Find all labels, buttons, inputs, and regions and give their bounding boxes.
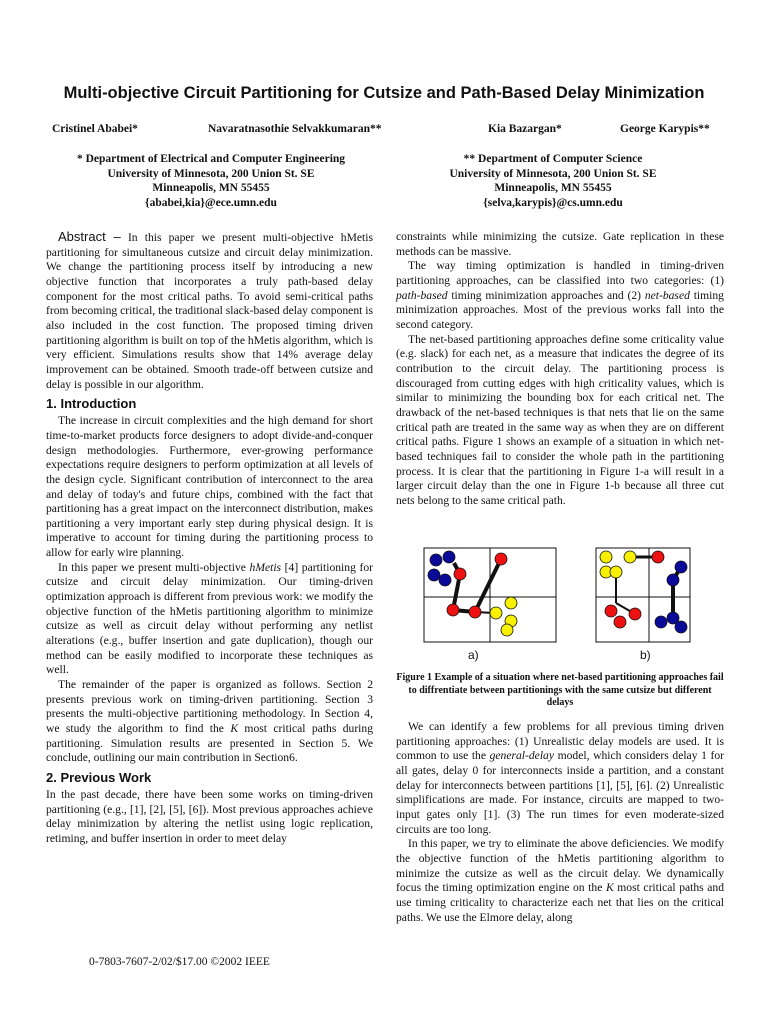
red-node (614, 616, 626, 628)
yellow-node (501, 624, 513, 636)
affiliation-univ: University of Minnesota, 200 Union St. SE (107, 167, 315, 180)
blue-node (675, 621, 687, 633)
paper-title: Multi-objective Circuit Partitioning for Cutsize and Path-Based Delay Minimization (63, 84, 705, 102)
text-run-italic: hMetis (249, 560, 282, 574)
blue-node (667, 574, 679, 586)
blue-node (655, 616, 667, 628)
author-3: Kia Bazargan* (488, 123, 562, 135)
author-2: Navaratnasothie Selvakkumaran** (208, 123, 382, 135)
affiliation-dept: * Department of Electrical and Computer Engineering (76, 153, 346, 165)
right-column-top (396, 230, 724, 508)
red-node (447, 604, 459, 616)
abstract-text: In this paper we present multi-objective hMetis partitioning for simultaneous cutsize and circuit delay minimization. We change the partitioning process itself by introducing a new objective function that incorporates a truly path-based delay component for the most critical paths. To avoid semi-critical paths from becoming critical, the traditional slack-based delay component is also included in the cost function. The proposed timing driven partitioning algorithm is built on top of the hMetis algorithm, which is very efficient. Simulations results show that 14% average delay improvement can be obtained. Smooth trade-off between cutsize and delay is possible in our algorithm. (46, 231, 373, 391)
affiliation-dept: ** Department of Computer Science (463, 153, 643, 165)
affiliation-univ: University of Minnesota, 200 Union St. SE (449, 167, 657, 180)
abstract-paragraph (46, 230, 373, 392)
right-paragraph-4 (396, 720, 724, 837)
text-run: timing minimization approaches. Most of the previous works fall into the second category. (396, 288, 724, 331)
section-heading-introduction: 1. Introduction (46, 396, 137, 412)
right-paragraph-5 (396, 837, 724, 925)
figure-label-b: b) (640, 648, 651, 662)
figure-1-diagram (396, 540, 724, 670)
right-paragraph-1: constraints while minimizing the cutsize. Gate replication in these methods can be massive. (396, 230, 724, 258)
affiliation-ece (46, 152, 376, 210)
affiliation-city: Minneapolis, MN 55455 (152, 182, 270, 194)
red-node (652, 551, 664, 563)
critical-path-line (453, 559, 501, 612)
right-column-bottom (396, 720, 724, 925)
text-run: [4] partitioning for cutsize and circuit delay minimization. Our timing-driven optimization approach is different from previous work: we modify the objective function of the hMetis partitioning algorithm to minimize cutsize as well as circuit delay without performing any netlist alterations (e.g., buffer insertion and gate duplication), though our method can be easily modified to incorporate these techniques as well. (46, 560, 373, 677)
figure-1a-partition (424, 548, 556, 642)
text-run: In this paper we present multi-objective (58, 560, 246, 574)
text-run: model, which considers delay 1 for all gates, delay 0 for interconnects inside a partition, and a constant delay for interconnects between partitions [1], [5], [6]. (2) Unrealistic simplifications are made. For instance, circuits are mapped to two-input gates only [1]. (3) The run times for even moderate-sized circuits are too long. (396, 749, 725, 836)
text-run: We can identify a few problems for all previous timing driven partitioning approaches: (1) Unrealistic delay models are used. It is common to use the (396, 720, 724, 763)
red-node (605, 605, 617, 617)
text-run-italic: net-based (644, 288, 690, 302)
partition-cell (490, 597, 556, 642)
abstract-label: Abstract – (58, 229, 121, 244)
blue-node (428, 569, 440, 581)
intro-paragraph-2 (46, 561, 373, 678)
yellow-node (624, 551, 636, 563)
previous-work-paragraph: In the past decade, there have been some works on timing-driven partitioning (e.g., [1], [2], [5], [6]). Most previous approaches achieve delay minimization by altering the netlist using logic replication, retiming, and buffer insertion in order to meet delay (46, 787, 373, 845)
text-run-italic: K (230, 722, 239, 735)
text-run: The way timing optimization is handled in timing-driven partitioning approaches, can be classified into two categories: (1) (396, 259, 724, 287)
figure-1-caption: Figure 1 Example of a situation where net-based partitioning approaches fail to diffrentiate between partitionings with the same cutsize but different delays (396, 672, 724, 708)
blue-node (443, 551, 455, 563)
blue-node (430, 554, 442, 566)
affiliation-email: {ababei,kia}@ece.umn.edu (145, 196, 277, 209)
intro-paragraph-1: The increase in circuit complexities and the high demand for short time-to-market products force designers to adopt divide-and-conquer design methodologies. Furthermore, ever-growing performance expectations require designers to perform optimization at all levels of the design cycle. Significant contribution of interconnect to the area and delay of today's and future chips, combined with the fact that partitioning has a great impact on the interconnect distribution, makes partitioning a very important early step during physical design. It is imperative to account for timing during the partitioning process to allow for early wire planning. (46, 414, 373, 560)
section-heading-previous-work: 2. Previous Work (46, 769, 152, 785)
text-run-italic: general-delay (489, 749, 554, 763)
text-run-italic: K (605, 881, 614, 895)
copyright-footer: 0-7803-7607-2/02/$17.00 ©2002 IEEE (89, 956, 270, 968)
text-run: In this paper, we try to eliminate the above deficiencies. We modify the objective function of the hMetis partitioning algorithm to minimize the cutsize as well as the circuit delay. We dynamically focus the timing optimization engine on the (396, 837, 724, 895)
yellow-node (505, 597, 517, 609)
figure-1b-partition (596, 548, 690, 642)
blue-node (675, 561, 687, 573)
yellow-node (490, 607, 502, 619)
text-run-italic: path-based (396, 288, 448, 302)
figure-label-a: a) (468, 648, 479, 662)
right-paragraph-2 (396, 259, 724, 332)
intro-paragraph-3 (46, 678, 373, 766)
text-run: The remainder of the paper is organized as follows. Section 2 presents previous work on timing-driven partitioning. Section 3 presents the multi-objective partitioning methodology. In Section 4, we study the algorithm to find the (46, 678, 373, 735)
blue-node (439, 574, 451, 586)
affiliation-cs (388, 152, 718, 210)
affiliation-email: {selva,karypis}@cs.umn.edu (483, 196, 623, 209)
red-node (469, 606, 481, 618)
red-node (454, 568, 466, 580)
text-run: most critical paths during partitioning. Simulation results are presented in Section 5. We conclude, outlining our main contribution in Section6. (46, 722, 373, 765)
author-1: Cristinel Ababei* (52, 123, 138, 135)
yellow-node (600, 551, 612, 563)
red-node (495, 553, 507, 565)
yellow-node (610, 566, 622, 578)
right-paragraph-3: The net-based partitioning approaches define some criticality value (e.g. slack) for each net, as a measure that indicates the degree of its contribution to the circuit delay. The partitioning process is discouraged from cutting edges with high criticality values, which is similar to minimizing the bounding box for each critical net. The drawback of the net-based techniques is that nets that lie on the same critical path are treated in the same way as when they are on different critical paths. Figure 1 shows an example of a situation in which net-based techniques fail to consider the whole path in the partitioning process. It is clear that the partitioning in Figure 1-a will result in a larger circuit delay than the one in Figure 1-b because all three cut nets belong to the same critical path. (396, 332, 724, 507)
text-run: timing minimization approaches and (2) (451, 288, 642, 302)
text-run: most critical paths and use timing criticality to characterize each net that lies on the critical paths. We use the Elmore delay, along (396, 881, 724, 924)
left-column (46, 230, 373, 847)
affiliation-city: Minneapolis, MN 55455 (494, 182, 612, 194)
red-node (629, 608, 641, 620)
author-4: George Karypis** (620, 123, 710, 135)
